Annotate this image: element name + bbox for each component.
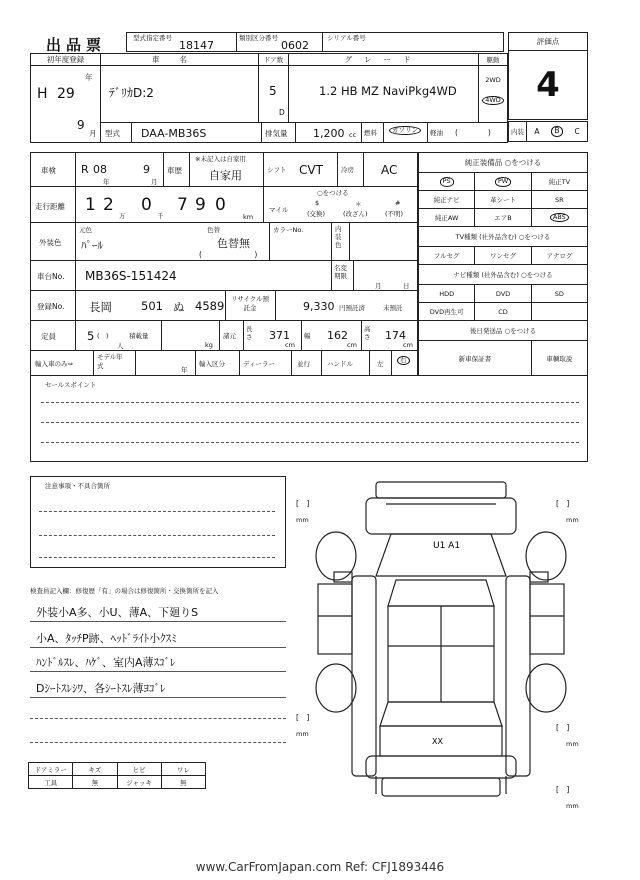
bracket-fr: [ ] xyxy=(556,499,570,508)
reg-class: 501 xyxy=(141,299,163,313)
model-value: DAA-MB36S xyxy=(141,127,207,140)
mileage-row xyxy=(31,187,417,223)
recycle-label: リサイクル預託金 xyxy=(230,295,270,312)
interior-a: A xyxy=(527,122,547,142)
mm-rr: mm xyxy=(566,740,579,748)
width-unit: cm xyxy=(347,341,357,349)
import-type-label: 輸入区分 xyxy=(199,360,225,368)
light-oil-label: 軽油 xyxy=(430,129,443,137)
tamper-symbol: ＊ xyxy=(355,200,362,208)
drive-label: 駆動 xyxy=(479,54,507,66)
mark-xx: XX xyxy=(432,737,443,746)
exchange-label: (交換) xyxy=(307,210,326,218)
shaken-label: 車検 xyxy=(41,166,56,175)
navi-sd: SD xyxy=(531,285,587,303)
mileage-digit-5: 9 xyxy=(195,195,206,215)
navi-type-header: ナビ種類 (社外品含む) ○をつける xyxy=(419,265,588,285)
footer-watermark: www.CarFromJapan.com Ref: CFJ1893446 xyxy=(195,860,445,874)
orig-color-label: 元色 xyxy=(79,226,92,234)
chassis-value: MB36S-151424 xyxy=(85,269,177,283)
equip-aw: 純正AW xyxy=(419,209,475,227)
inspector-note-line-2: 小A、ﾀｯﾁP跡、ﾍｯﾄﾞﾗｲﾄ小ｸｽﾐ xyxy=(36,632,177,645)
reg-city: 長岡 xyxy=(89,300,112,314)
height-label: 高さ xyxy=(364,325,371,341)
legend-tools-none: 無 xyxy=(73,776,117,789)
capacity-unit: 人 xyxy=(117,342,124,350)
legend-table xyxy=(28,762,206,789)
model-cert-value: 18147 xyxy=(179,39,214,52)
cooler-label: 冷房 xyxy=(341,166,354,174)
grade-value: 1.2 HB MZ NaviPkg4WD xyxy=(319,84,457,98)
doors-cell xyxy=(259,54,289,122)
name-change-day-unit: 日 xyxy=(403,282,410,290)
shaken-year: 08 xyxy=(93,163,107,176)
inspector-note-line-3: ﾊﾝﾄﾞﾙｽﾚ、ﾊｹﾞ、室内A薄ｽｺﾞﾚ xyxy=(36,656,176,669)
name-change-label: 名変期限 xyxy=(334,264,347,280)
handle-right-circled: 右 xyxy=(397,356,410,365)
cooler-value: AC xyxy=(381,163,398,177)
orig-color-value: ﾊﾟｰﾙ xyxy=(81,239,103,252)
model-year-label: モデル年式 xyxy=(97,353,123,370)
tamper-label: (改ざん) xyxy=(343,210,368,218)
mileage-digit-6: 0 xyxy=(215,195,226,215)
serial-cell xyxy=(323,33,504,52)
interior-label: 内装 xyxy=(509,122,527,142)
shift-value: CVT xyxy=(299,163,323,177)
import-row xyxy=(31,351,417,375)
navi-dvd-play: DVD再生可 xyxy=(419,303,475,321)
length-value: 371 xyxy=(269,329,290,342)
car-name-value: ﾃﾞﾘｶD:2 xyxy=(109,86,154,100)
drive-cell xyxy=(479,54,507,122)
tv-analog: アナログ xyxy=(531,247,587,265)
width-value: 162 xyxy=(327,329,348,342)
mileage-label: 走行距離 xyxy=(35,202,65,211)
load-label: 積載量 xyxy=(129,332,149,340)
tv-type-header: TV種類 (社外品含む) ○をつける xyxy=(419,227,588,247)
drive-4wd-circled: 4WD xyxy=(482,96,504,105)
notes-box xyxy=(30,476,286,568)
sales-point-box xyxy=(30,376,588,462)
reg-label: 登録No. xyxy=(37,302,65,311)
history-value: 自家用 xyxy=(209,169,242,182)
interior-grade xyxy=(508,121,588,142)
mileage-digit-4: 7 xyxy=(177,195,188,215)
dims-row xyxy=(31,321,417,351)
displacement-label: 排気量 xyxy=(265,129,288,138)
width-label: 幅 xyxy=(304,332,311,340)
reg-kana: ぬ xyxy=(173,300,185,314)
car-damage-diagram xyxy=(296,476,596,806)
doors-label: ドア数 xyxy=(259,54,288,66)
color-row xyxy=(31,223,417,261)
dims-label: 諸元 xyxy=(223,332,236,340)
handle-label: ハンドル xyxy=(327,360,353,368)
mileage-digit-1: 1 xyxy=(85,195,96,215)
interior-b-circled: B xyxy=(551,126,562,136)
drive-2wd: 2WD xyxy=(485,76,501,84)
color-code-label: カラーNo. xyxy=(273,226,304,234)
first-reg-month: 9 xyxy=(77,118,85,132)
recycle-unpaid: 未預託 xyxy=(383,304,403,312)
mm-fl: mm xyxy=(296,516,309,524)
bracket-spare: [ ] xyxy=(556,785,570,794)
color-change-value: 色替無 xyxy=(217,237,250,250)
equip-leather: 革シート xyxy=(475,191,531,209)
later-manual: 車輌取説 xyxy=(531,341,587,376)
capacity-label: 定員 xyxy=(41,332,56,341)
registration-row xyxy=(31,291,417,321)
model-year-unit: 年 xyxy=(181,366,188,374)
bracket-rr: [ ] xyxy=(556,723,570,732)
serial-label: シリアル番号 xyxy=(327,34,366,42)
chassis-row xyxy=(31,261,417,291)
interior-color-label: 内装色 xyxy=(335,225,342,249)
dealer-label: ディーラー xyxy=(243,360,275,368)
color-paren: ( ) xyxy=(199,250,258,259)
shaken-month: 9 xyxy=(143,163,150,176)
legend-jack: ジャッキ xyxy=(117,776,161,789)
page-title: 出品票 xyxy=(46,36,107,54)
equip-ps-circled: PS xyxy=(440,177,454,186)
equip-pw-circled: PW xyxy=(495,177,511,186)
shift-label: シフト xyxy=(267,166,287,174)
fuel-gasoline-circled: ガソリン xyxy=(389,126,421,135)
cert-table xyxy=(126,32,504,52)
first-reg-label: 初年度登録 xyxy=(31,54,100,66)
inspector-note-line-4: Dｼｰﾄｽﾚｼﾜ、各ｼｰﾄｽﾚ薄ﾖｺﾞﾚ xyxy=(36,682,166,695)
unknown-symbol: # xyxy=(395,199,401,207)
equip-tv: 純正TV xyxy=(531,173,587,191)
car-name-label: 車名 xyxy=(101,54,258,66)
unknown-label: (不明) xyxy=(385,210,404,218)
rating-value: 4 xyxy=(509,51,588,120)
recycle-suffix: 円預託済 xyxy=(339,304,365,312)
legend-jack-none: 無 xyxy=(161,776,205,789)
displacement-unit: cc xyxy=(349,131,357,139)
parallel-label: 並行 xyxy=(297,360,310,368)
car-name-cell xyxy=(101,54,259,122)
mileage-man-unit: 万 xyxy=(119,212,126,220)
handle-left: 左 xyxy=(377,360,384,368)
equip-airbag: エアB xyxy=(475,209,531,227)
grade-cell xyxy=(289,54,479,122)
legend-scratch: キズ xyxy=(73,763,117,776)
mileage-digit-2: 2 xyxy=(103,195,114,215)
first-reg-month-unit: 月 xyxy=(89,129,97,138)
equipment-table xyxy=(418,152,588,376)
rating-box xyxy=(508,32,588,120)
length-label: 長さ xyxy=(246,325,253,341)
category-cell xyxy=(237,33,323,52)
legend-crack: ヒビ xyxy=(117,763,161,776)
shaken-year-unit: 年 xyxy=(103,178,110,186)
navi-dvd: DVD xyxy=(475,285,531,303)
equip-abs-circled: ABS xyxy=(550,213,569,222)
mileage-mark-label: ○をつける xyxy=(317,189,349,197)
bracket-fl: [ ] xyxy=(296,499,310,508)
notes-header: 注意事項・不具合箇所 xyxy=(45,482,110,490)
shaken-month-unit: 月 xyxy=(151,178,158,186)
mm-fr: mm xyxy=(566,516,579,524)
chassis-label: 車台No. xyxy=(37,272,65,281)
length-unit: cm xyxy=(285,341,295,349)
name-change-month-unit: 月 xyxy=(375,282,382,290)
model-cert-label: 型式指定番号 xyxy=(133,34,172,42)
capacity-paren: ( ) xyxy=(97,332,109,340)
category-value: 0602 xyxy=(281,39,309,52)
first-reg-year-unit: 年 xyxy=(85,73,93,82)
load-unit: kg xyxy=(205,341,213,349)
mileage-sen-unit: 千 xyxy=(157,212,164,220)
mm-spare: mm xyxy=(566,802,579,810)
first-reg-year: 29 xyxy=(57,86,75,102)
vehicle-basic-block xyxy=(30,53,508,143)
interior-c: C xyxy=(567,122,587,142)
inspector-note-line-1: 外装小A多、小U、薄A、下廻りS xyxy=(36,606,199,619)
mark-u1a1: U1 A1 xyxy=(433,541,461,551)
tv-oneseg: ワンセグ xyxy=(475,247,531,265)
mileage-unit: km xyxy=(243,213,254,221)
tv-fullseg: フルセグ xyxy=(419,247,475,265)
first-reg-cell xyxy=(31,54,101,142)
height-unit: cm xyxy=(403,341,413,349)
later-header: 後日発送品 ○をつける xyxy=(419,321,588,341)
sales-point-label: セールスポイント xyxy=(45,381,97,389)
inspector-note: 検査員記入欄：修復歴「有」の場合は修復箇所・交換箇所を記入 xyxy=(30,587,219,595)
height-value: 174 xyxy=(385,329,406,342)
capacity-value: 5 xyxy=(87,329,95,343)
exterior-color-label: 外装色 xyxy=(39,238,62,247)
model-cert-cell xyxy=(127,33,237,52)
equip-sr: SR xyxy=(531,191,587,209)
doors-value: 5 xyxy=(269,84,277,98)
inspection-block xyxy=(30,152,418,376)
equipment-header: 純正装備品 ○をつける xyxy=(419,153,588,173)
legend-tools: 工具 xyxy=(29,776,73,789)
exchange-symbol: $ xyxy=(315,199,320,207)
category-label: 類別区分番号 xyxy=(239,34,278,42)
fuel-label: 燃料 xyxy=(364,129,377,137)
mile-label: マイル xyxy=(269,206,289,214)
first-reg-era: H xyxy=(37,86,48,102)
grade-label: グレード xyxy=(289,54,478,66)
model-strip: 型式 DAA-MB36S 排気量 1,200 cc 燃料 ガソリン 軽油 ( ) xyxy=(101,122,507,142)
later-warranty: 新車保証書 xyxy=(419,341,532,376)
recycle-value: 9,330 xyxy=(303,300,335,313)
import-label: 輸入車のみ⇒ xyxy=(35,360,73,368)
navi-hdd: HDD xyxy=(419,285,475,303)
bracket-rl: [ ] xyxy=(296,713,310,722)
navi-cd: CD xyxy=(475,303,531,321)
equip-navi: 純正ナビ xyxy=(419,191,475,209)
color-change-label: 色替 xyxy=(207,226,220,234)
mileage-digit-3: 0 xyxy=(141,195,152,215)
reg-number: 4589 xyxy=(195,299,225,313)
mm-rl: mm xyxy=(296,730,309,738)
history-label: 車歴 xyxy=(167,166,182,175)
legend-chip: ワレ xyxy=(161,763,205,776)
shaken-row xyxy=(31,153,417,187)
history-note: ※未記入は自家用 xyxy=(195,155,246,163)
doors-type: D xyxy=(279,108,285,117)
shaken-era: R xyxy=(81,163,89,176)
model-label: 型式 xyxy=(105,129,120,138)
legend-door-mirror: ドアミラー xyxy=(29,763,73,776)
rating-label: 評価点 xyxy=(509,33,588,51)
displacement-value: 1,200 xyxy=(313,127,345,140)
